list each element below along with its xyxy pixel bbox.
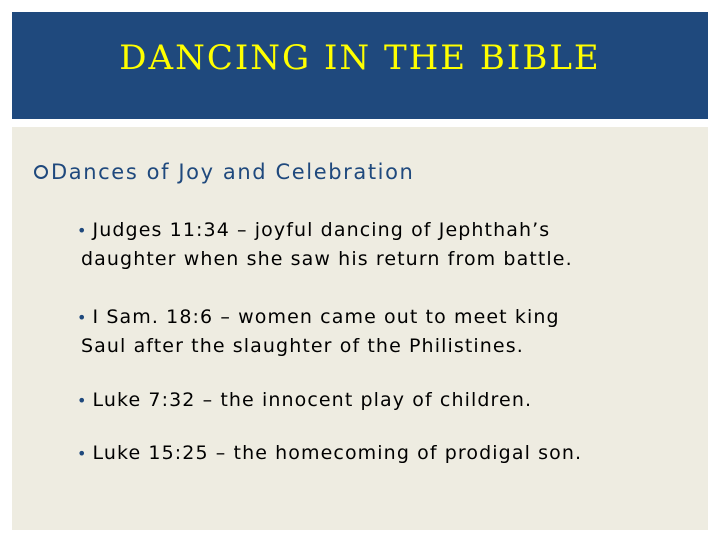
title-bar <box>12 12 708 119</box>
hollow-circle-icon <box>34 165 48 179</box>
bullet-text: Luke 7:32 – the innocent play of children. <box>92 389 533 411</box>
bullet-dot-icon: • <box>77 221 88 240</box>
bullet-line <box>77 216 697 245</box>
bullet-item <box>77 439 697 468</box>
bullet-line <box>77 386 697 415</box>
bullet-text-continuation: Saul after the slaughter of the Philistines. <box>81 335 524 357</box>
bullet-dot-icon: • <box>77 444 88 463</box>
bullet-dot-icon: • <box>77 308 88 327</box>
bullet-text-continuation: daughter when she saw his return from battle. <box>81 248 573 270</box>
bullet-text: Luke 15:25 – the homecoming of prodigal son. <box>92 442 583 464</box>
bullet-item <box>77 216 697 274</box>
bullet-dot-icon: • <box>77 391 88 410</box>
bullet-line <box>77 439 697 468</box>
section-heading-text: Dances of Joy and Celebration <box>51 160 415 184</box>
slide-title: DANCING IN THE BIBLE <box>119 37 601 78</box>
bullet-text: Judges 11:34 – joyful dancing of Jephthah’s <box>92 219 551 241</box>
bullet-line <box>77 303 697 332</box>
section-heading <box>34 157 414 187</box>
bullet-item <box>77 303 697 361</box>
bullet-text: I Sam. 18:6 – women came out to meet king <box>92 306 560 328</box>
bullet-item <box>77 386 697 415</box>
